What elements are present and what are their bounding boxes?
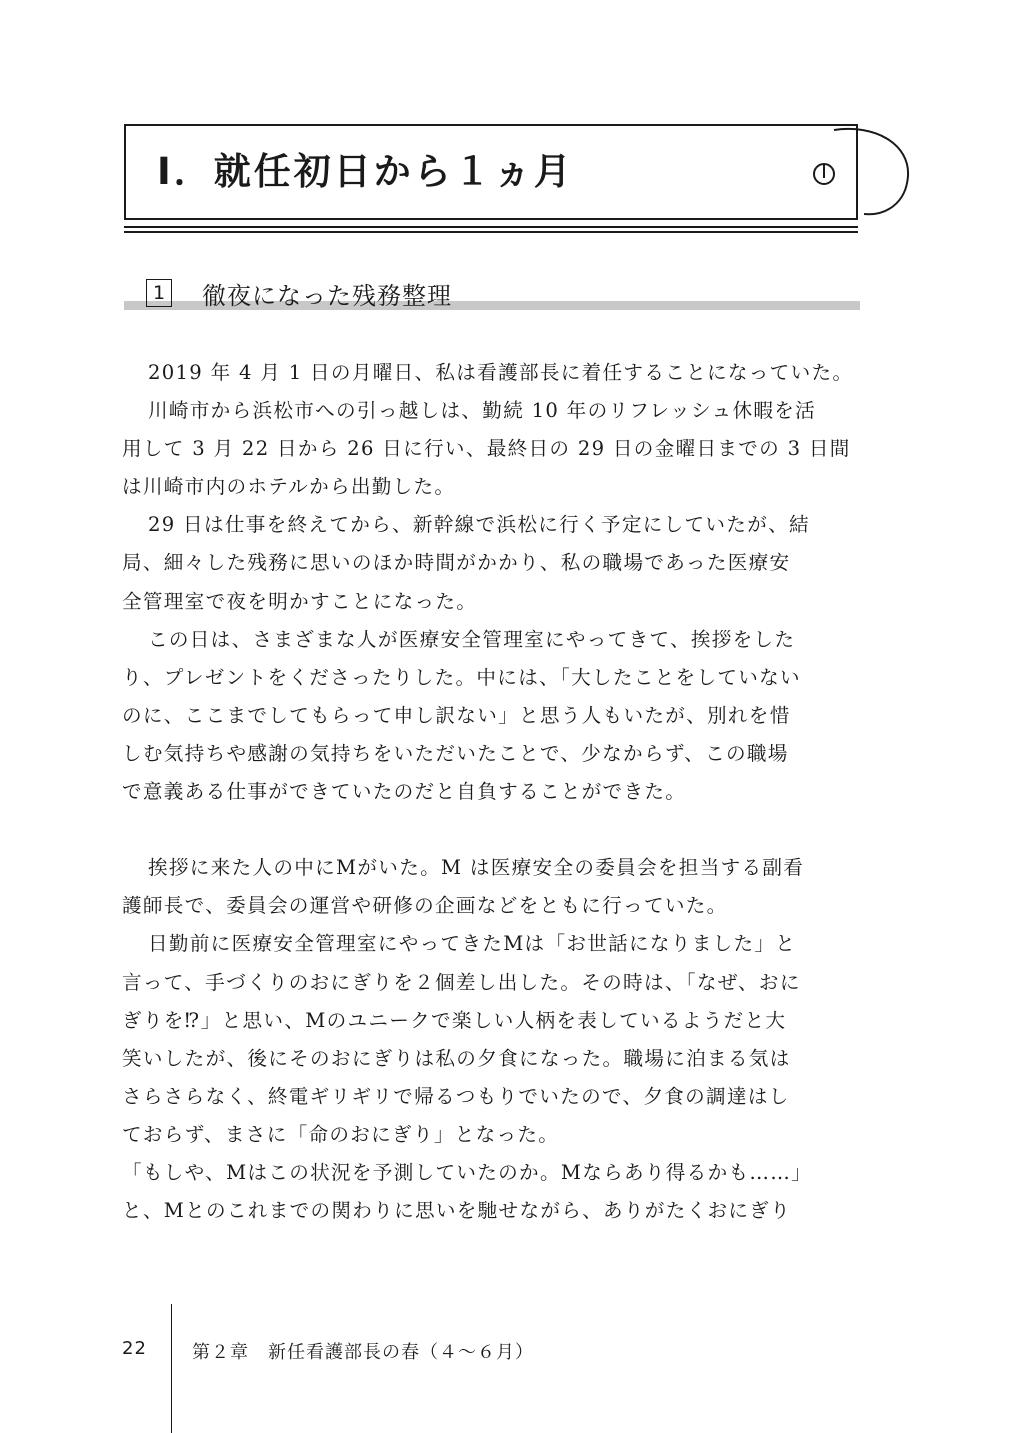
body-line: で意義ある仕事ができていたのだと自負することができた。 [122, 780, 687, 804]
body-line: 川崎市から浜松市への引っ越しは、勤続 10 年のリフレッシュ休暇を活 [148, 399, 817, 423]
chapter-title: Ⅰ．就任初日から１ヵ月 [157, 150, 574, 193]
body-line: この日は、さまざまな人が医療安全管理室にやってきて、挨拶をした [148, 627, 796, 651]
paragraph-break [122, 811, 860, 849]
page-number: 22 [122, 1338, 147, 1359]
body-line: り、プレゼントをくださったりした。中には、「大したことをしていない [122, 665, 801, 689]
body-line: 2019 年 4 月 1 日の月曜日、私は看護部長に着任することになっていた。 [148, 361, 854, 384]
ring-binder-icon [800, 124, 920, 224]
body-line: 日勤前に医療安全管理室にやってきたMは「お世話になりました」と [148, 932, 797, 956]
body-line: 笑いしたが、後にそのおにぎりは私の夕食になった。職場に泊まる気は [122, 1046, 791, 1070]
body-line: しむ気持ちや感謝の気持ちをいただいたことで、少なからず、この職場 [122, 741, 789, 765]
section-number: 1 [146, 279, 172, 307]
running-footer-chapter: 第２章 新任看護部長の春（４～６月） [192, 1342, 534, 1363]
body-line: 「もしや、Mはこの状況を予測していたのか。Mならあり得るかも……」 [122, 1160, 813, 1184]
body-line: 局、細々した残務に思いのほか時間がかかり、私の職場であった医療安 [122, 551, 791, 575]
body-line: ぎりを⁉」と思い、Mのユニークで楽しい人柄を表しているようだと大 [122, 1008, 787, 1032]
body-line: さらさらなく、終電ギリギリで帰るつもりでいたので、夕食の調達はし [122, 1084, 790, 1108]
body-line: と、Mとのこれまでの関わりに思いを馳せながら、ありがたくおにぎり [122, 1199, 792, 1223]
chapter-box-stack-line-2 [124, 231, 858, 233]
body-line: のに、ここまでしてもらって申し訳ない」と思う人もいたが、別れを惜 [122, 703, 791, 727]
body-line: は川崎市内のホテルから出勤した。 [122, 475, 456, 499]
body-line: 29 日は仕事を終えてから、新幹線で浜松に行く予定にしていたが、結 [148, 513, 810, 537]
footer-divider [171, 1304, 172, 1433]
body-line: 護師長で、委員会の運営や研修の企画などをともに行っていた。 [122, 894, 728, 918]
body-line: 用して 3 月 22 日から 26 日に行い、最終日の 29 日の金曜日までの 3 日間 [122, 437, 851, 461]
body-text [122, 354, 860, 1230]
section-title: 徹夜になった残務整理 [202, 281, 452, 310]
body-line: 言って、手づくりのおにぎりを２個差し出した。その時は、「なぜ、おに [122, 970, 801, 994]
section-heading [146, 276, 452, 310]
body-line: 全管理室で夜を明かすことになった。 [122, 589, 478, 613]
body-line: 挨拶に来た人の中にMがいた。M は医療安全の委員会を担当する副看 [148, 856, 805, 880]
chapter-box-stack-line-1 [124, 226, 858, 228]
body-line: ておらず、まさに「命のおにぎり」となった。 [122, 1122, 560, 1146]
